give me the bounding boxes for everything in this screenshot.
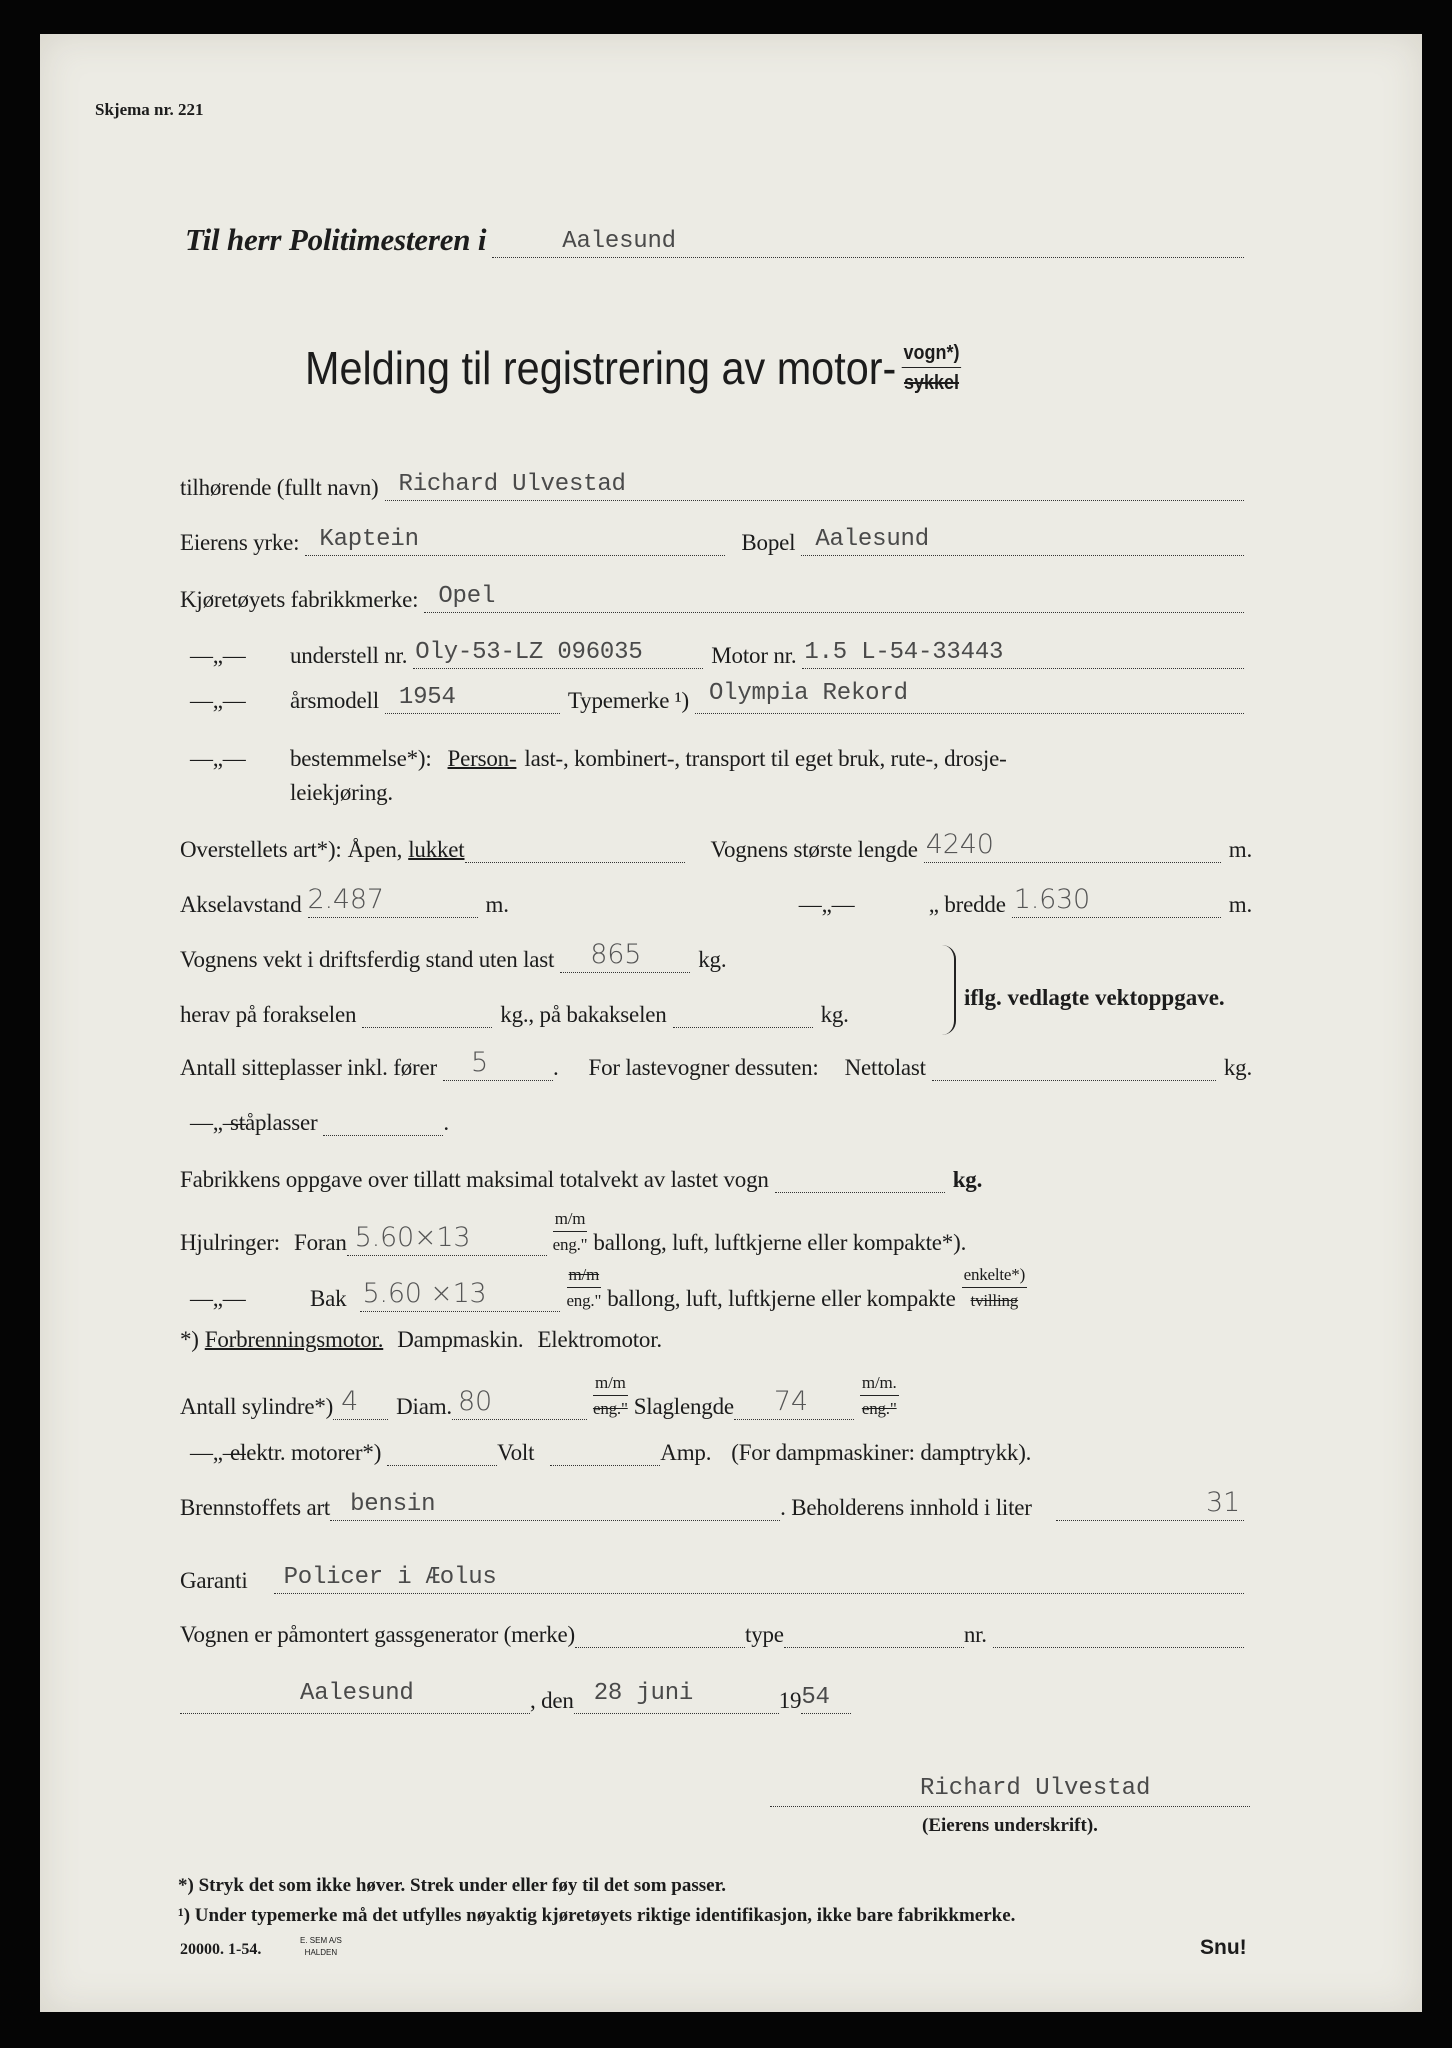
make-label: Kjøretøyets fabrikkmerke: [180,587,419,612]
front-tyres-row [180,1208,1252,1256]
chassis-label: understell nr. [290,643,408,668]
residence-field[interactable] [801,525,1244,556]
model-year-row [190,680,1252,714]
length-field[interactable] [924,829,1221,863]
signature-value: Richard Ulvestad [920,1775,1151,1802]
title-vogn: vogn*) [902,340,962,368]
engine-electric: Elektromotor. [537,1327,662,1352]
owner-field[interactable] [385,470,1244,501]
engine-combustion: Forbrenningsmotor. [204,1327,384,1352]
purpose-options: last-, kombinert-, transport til eget bruk, rute-, drosje- [524,746,1007,771]
stroke-label: Slaglengde [633,1394,734,1419]
turn-over-note: Snu! [1200,1936,1247,1959]
cylinders-row [180,1372,1252,1420]
gas-generator-label: Vognen er påmontert gassgenerator (merke) [180,1622,575,1647]
date-value: 28 juni [593,1680,694,1707]
printer-city: HALDEN [304,1948,338,1957]
max-weight-field[interactable] [775,1162,945,1193]
width-unit: m. [1228,892,1252,917]
form-number: Skjema nr. 221 [95,100,204,119]
rear-tyres-field[interactable] [360,1278,560,1312]
standing-field[interactable] [323,1105,443,1136]
net-load-field[interactable] [932,1050,1216,1081]
footnote-2: ¹) Under typemerke må det utfylles nøyaktig kjøretøyets riktige identifikasjon, ikke bare fabrikkmerke. [178,1905,1016,1926]
printer-code: 20000. 1-54. [180,1941,262,1958]
weight-unit: kg. [698,947,727,972]
length-value: 4240 [925,829,994,860]
net-load-unit: kg. [1223,1055,1252,1080]
stroke-field[interactable] [734,1386,854,1420]
motor-no-label: Motor nr. [711,643,797,668]
purpose-line2: leiekjøring. [290,780,393,805]
electric-field[interactable] [387,1435,497,1466]
owner-value: Richard Ulvestad [398,471,626,498]
width-label: „ bredde [928,892,1006,917]
gas-generator-row [180,1617,1252,1648]
fuel-row [180,1487,1252,1521]
purpose-row [190,746,1252,772]
model-year-value: 1954 [398,684,456,711]
model-year-field[interactable] [385,683,560,714]
axles-row [180,997,930,1028]
engine-type-star: *) [180,1327,199,1352]
seats-label: Antall sitteplasser inkl. fører [180,1055,437,1080]
model-year-label: årsmodell [290,688,379,713]
title-sykkel: sykkel [903,372,960,394]
wheelbase-label: Akselavstand [180,892,302,917]
addressee-field[interactable] [492,227,1244,258]
tank-label: . Beholderens innhold i liter [780,1495,1032,1520]
rear-axle-label: kg., på bakakselen [500,1002,667,1027]
printer-mark [300,1935,342,1959]
place-date-row [180,1680,940,1714]
trucks-label: For lastevogner dessuten: [588,1055,819,1080]
net-load-label: Nettolast [844,1055,926,1080]
standing-label: ståplasser [230,1110,318,1135]
residence-value: Aalesund [815,526,929,553]
unit-mm: m/m. [860,1372,899,1396]
purpose-label: bestemmelse*): [290,746,432,771]
length-unit: m. [1228,837,1252,862]
max-weight-unit: kg. [952,1167,983,1192]
ditto-mark: —„— [190,746,246,771]
weight-label: Vognens vekt i driftsferdig stand uten last [180,947,555,972]
year-value: 54 [801,1684,830,1711]
guarantee-label: Garanti [180,1568,248,1593]
make-value: Opel [438,583,496,610]
signature-field[interactable] [770,1776,1250,1807]
motor-no-value: 1.5 L-54-33443 [804,639,1004,666]
date-field[interactable] [574,1680,779,1714]
width-field[interactable] [1012,884,1221,918]
guarantee-row [180,1563,1252,1594]
tank-value: 31 [1206,1487,1240,1518]
engine-type-row [180,1327,1252,1353]
volt-label: Volt [497,1440,535,1465]
occupation-field[interactable] [305,525,725,556]
nr-label: nr. [963,1622,987,1647]
ditto-mark: —„— [190,688,246,713]
tyre-single: enkelte*) [962,1264,1027,1288]
gas-generator-field[interactable] [575,1617,745,1648]
type-mark-value: Olympia Rekord [708,680,908,707]
seats-field[interactable] [443,1047,553,1081]
weight-value: 865 [590,939,642,970]
ditto-mark: —„— [798,892,855,917]
unit-eng: eng." [552,1235,588,1254]
type-label: type [745,1622,784,1647]
unit-mm: m/m [567,1264,602,1288]
occupation-value: Kaptein [319,526,419,553]
make-row [180,582,1252,613]
diam-field[interactable] [452,1386,587,1420]
cylinders-field[interactable] [333,1386,388,1420]
signature-label: (Eierens underskrift). [922,1815,1098,1836]
chassis-value: Oly-53-LZ 096035 [415,639,643,666]
unit-eng: eng." [592,1399,628,1418]
ditto-mark: —„— [190,1286,246,1311]
guarantee-value: Policer i Æolus [283,1564,497,1591]
guarantee-field[interactable] [274,1563,1244,1594]
diam-value: 80 [457,1386,492,1417]
fuel-field[interactable] [330,1490,780,1521]
body-field[interactable] [465,832,685,863]
wheelbase-unit: m. [485,892,509,917]
addressee-label: Til herr Politimesteren i [185,222,487,257]
occupation-row [180,525,1252,556]
title-main: Melding til registrering av motor- [305,342,897,394]
front-axle-field[interactable] [362,997,492,1028]
rear-tyres-value: 5.60 ×13 [362,1278,487,1309]
chassis-row [190,638,1252,669]
rear-axle-unit: kg. [820,1002,849,1027]
purpose-selected: Person- [447,746,517,771]
body-open: Åpen, [347,837,403,862]
chassis-field[interactable] [413,638,703,669]
length-label: Vognens største lengde [710,837,918,862]
unit-mm: m/m [553,1208,588,1232]
engine-steam: Dampmaskin. [397,1327,524,1352]
standing-row: —„— ståplasser . [190,1105,1262,1136]
seats-value: 5 [470,1047,488,1078]
ditto-mark: —„— [190,1110,246,1135]
front-axle-label: herav på forakselen [180,1002,357,1027]
unit-mm: m/m [593,1372,628,1396]
body-row [180,829,1252,863]
year-field[interactable] [801,1683,851,1714]
wheelbase-field[interactable] [307,884,478,918]
cylinders-value: 4 [341,1386,359,1417]
weight-field[interactable] [560,939,690,973]
rear-tyre-types: ballong, luft, luftkjerne eller kompakte [607,1286,956,1311]
electric-label: elektr. motorer*) [230,1440,382,1465]
type-mark-field[interactable] [695,680,1244,714]
electric-row [190,1435,1252,1466]
front-tyres-value: 5.60×13 [354,1222,471,1253]
wheelbase-value: 2.487 [307,884,384,915]
rear-tyres-row [190,1264,1262,1312]
diam-label: Diam. [396,1394,452,1419]
max-weight-label: Fabrikkens oppgave over tillatt maksimal totalvekt av lastet vogn [180,1167,769,1192]
motor-no-field[interactable] [802,638,1244,669]
rear-axle-field[interactable] [673,997,813,1028]
printer-name: E. SEM A/S [300,1936,342,1945]
cylinders-label: Antall sylindre*) [180,1394,334,1419]
nr-field[interactable] [993,1617,1244,1648]
place-value: Aalesund [300,1680,414,1707]
wheelbase-row [180,884,1252,918]
front-tyres-field[interactable] [347,1222,547,1256]
unit-eng: eng." [861,1399,897,1418]
year-prefix: 19 [778,1688,802,1713]
front-tyres-label: Foran [294,1230,347,1255]
amp-label: Amp. [660,1440,712,1465]
ditto-mark: —„— [190,643,246,668]
tank-field[interactable] [1056,1487,1244,1521]
footnote-1: *) Stryk det som ikke høver. Strek under eller føy til det som passer. [178,1875,727,1896]
occupation-label: Eierens yrke: [180,530,300,555]
body-closed: lukket [408,837,465,862]
addressee-value: Aalesund [562,228,676,255]
steam-note: (For dampmaskiner: damptrykk). [731,1440,1032,1465]
page-title [305,340,967,396]
owner-row [180,470,1252,501]
max-weight-row [180,1162,1252,1193]
type-mark-label: Typemerke ¹) [567,688,689,713]
front-tyre-types: ballong, luft, luftkjerne eller kompakte*). [593,1230,967,1255]
den-label: , den [530,1688,574,1713]
place-field[interactable] [180,1680,530,1714]
type-field[interactable] [784,1617,964,1648]
residence-label: Bopel [741,530,796,555]
brace [940,945,956,1035]
weight-row [180,939,930,973]
addressee-row [185,222,1252,258]
seats-row: Antall sitteplasser inkl. fører 5 . For lastevogner dessuten: Nettolast kg. [180,1047,1252,1080]
stroke-value: 74 [773,1386,808,1417]
ditto-mark: —„— [190,1440,246,1465]
tyre-twin: tvilling [970,1291,1019,1310]
unit-eng: eng." [566,1291,602,1310]
body-label: Overstellets art*): [180,837,342,862]
rear-tyres-label: Bak [310,1286,347,1311]
fuel-label: Brennstoffets art [180,1495,331,1520]
width-value: 1.630 [1013,884,1091,915]
make-field[interactable] [424,582,1244,613]
fuel-value: bensin [350,1491,436,1518]
volt-field[interactable] [550,1435,660,1466]
tyres-label: Hjulringer: [180,1230,280,1255]
weight-note: iflg. vedlagte vektoppgave. [964,985,1225,1010]
owner-label: tilhørende (fullt navn) [180,475,379,500]
